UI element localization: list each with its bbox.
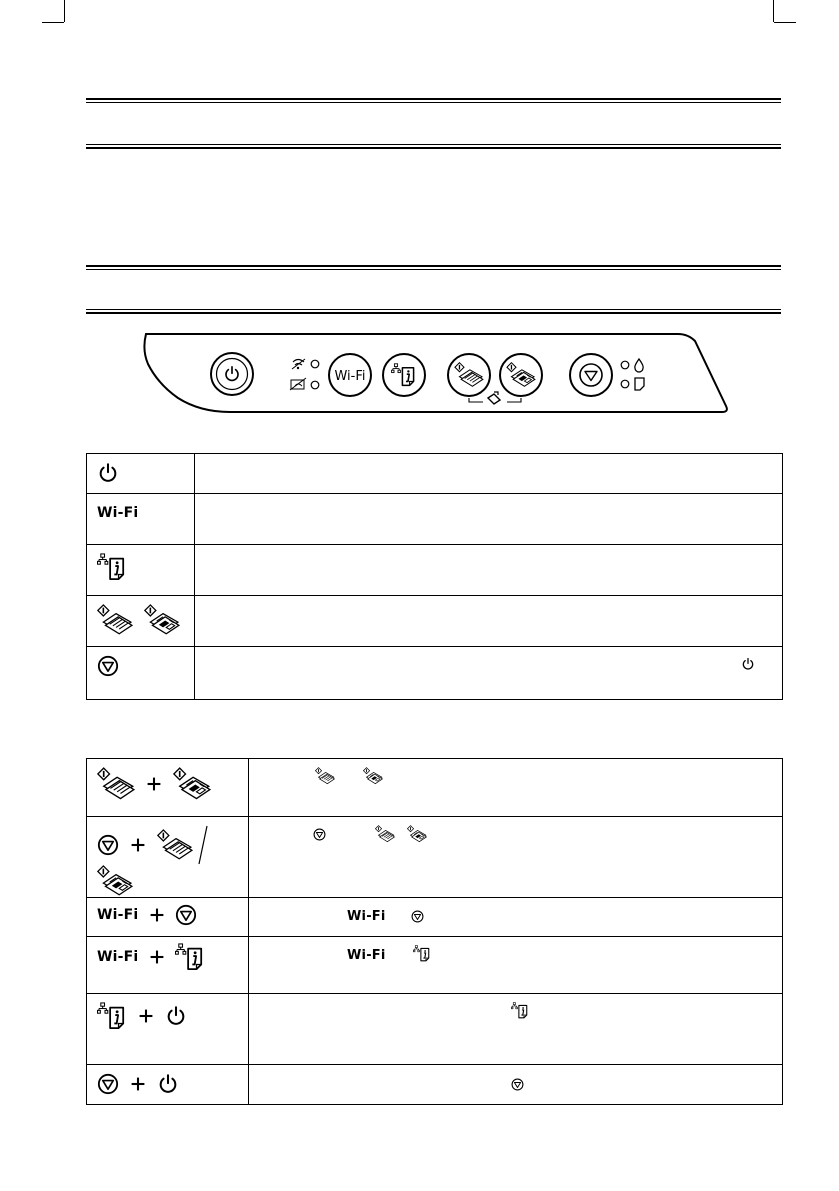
- description-cell: [249, 937, 783, 994]
- icon-cell: [87, 545, 195, 596]
- stop-icon: [411, 910, 424, 923]
- description-cell: [249, 994, 783, 1065]
- icon-cell: [87, 937, 249, 994]
- table-row: [87, 647, 783, 700]
- panel-power-button[interactable]: [211, 353, 253, 395]
- description-cell: [195, 494, 783, 545]
- copy-color-icon: [173, 767, 211, 801]
- panel-stop-button[interactable]: [570, 354, 612, 396]
- wifi-button-icon: Wi-Fi: [97, 505, 139, 521]
- table-row: [87, 898, 783, 937]
- description-cell: [249, 1065, 783, 1105]
- icon-cell: [87, 1065, 249, 1105]
- wifi-button-icon: Wi-Fi: [347, 909, 386, 924]
- buttons-table: [86, 453, 783, 700]
- description-cell: [195, 545, 783, 596]
- panel-network-status-button[interactable]: [383, 354, 425, 396]
- plus-icon: [130, 837, 146, 853]
- panel-wifi-button[interactable]: [329, 354, 371, 396]
- stop-icon: [313, 828, 326, 841]
- stop-icon: [97, 1073, 119, 1095]
- crop-mark-top-left-h: [42, 22, 64, 23]
- wifi-button-icon: Wi-Fi: [97, 949, 139, 965]
- power-icon: [157, 1073, 179, 1095]
- network-status-icon: [413, 945, 431, 962]
- slash-divider: [198, 825, 208, 865]
- stop-icon: [97, 655, 119, 677]
- panel-wifi-label: Wi-Fi: [334, 369, 366, 384]
- network-status-icon: [175, 943, 205, 971]
- copy-bw-icon: [315, 767, 335, 785]
- copy-color-icon: [407, 825, 427, 843]
- table-row: [87, 937, 783, 994]
- copy-bw-icon: [97, 767, 135, 801]
- combinations-table: [86, 758, 783, 1105]
- power-icon: [741, 657, 755, 671]
- description-cell: [249, 817, 783, 898]
- stop-icon: [97, 834, 119, 856]
- plus-icon: [130, 1076, 146, 1092]
- table-row: [87, 545, 783, 596]
- plus-icon: [149, 949, 165, 965]
- icon-cell: [87, 898, 249, 937]
- stop-icon: [175, 904, 197, 926]
- table-row: [87, 494, 783, 545]
- power-icon: [165, 1005, 187, 1027]
- copy-color-icon: [363, 767, 383, 785]
- panel-copy-bw-button[interactable]: [448, 354, 490, 396]
- icon-cell: [87, 647, 195, 700]
- wifi-button-icon: Wi-Fi: [347, 948, 386, 963]
- table-row: [87, 454, 783, 494]
- plus-icon: [149, 907, 165, 923]
- wifi-button-icon: Wi-Fi: [97, 907, 139, 923]
- crop-mark-top-right: [773, 0, 774, 22]
- power-icon: [97, 462, 119, 484]
- control-panel-illustration: [140, 332, 730, 414]
- icon-cell: [87, 759, 249, 817]
- icon-cell: [87, 817, 249, 898]
- description-cell: [195, 454, 783, 494]
- network-status-icon: [511, 1002, 529, 1019]
- description-cell: [195, 596, 783, 647]
- table-row: [87, 994, 783, 1065]
- crop-mark-top-right-h: [774, 22, 796, 23]
- table-row: [87, 596, 783, 647]
- plus-icon: [146, 776, 162, 792]
- icon-cell: [87, 596, 195, 647]
- copy-bw-icon: [375, 825, 395, 843]
- icon-cell: [87, 494, 195, 545]
- table-row: [87, 1065, 783, 1105]
- description-cell: [249, 759, 783, 817]
- network-status-icon: [97, 553, 127, 581]
- table-row: [87, 817, 783, 898]
- icon-cell: [87, 454, 195, 494]
- icon-cell: [87, 994, 249, 1065]
- table-row: [87, 759, 783, 817]
- copy-color-icon: [97, 865, 133, 897]
- copy-bw-icon: [97, 604, 133, 636]
- stop-icon: [511, 1078, 524, 1091]
- copy-color-icon: [144, 604, 180, 636]
- crop-mark-top-left: [64, 0, 65, 22]
- description-cell: [249, 898, 783, 937]
- copy-bw-icon: [157, 829, 193, 861]
- description-cell: [195, 647, 783, 700]
- plus-icon: [138, 1008, 154, 1024]
- panel-copy-color-button[interactable]: [500, 354, 542, 396]
- network-status-icon: [97, 1002, 127, 1030]
